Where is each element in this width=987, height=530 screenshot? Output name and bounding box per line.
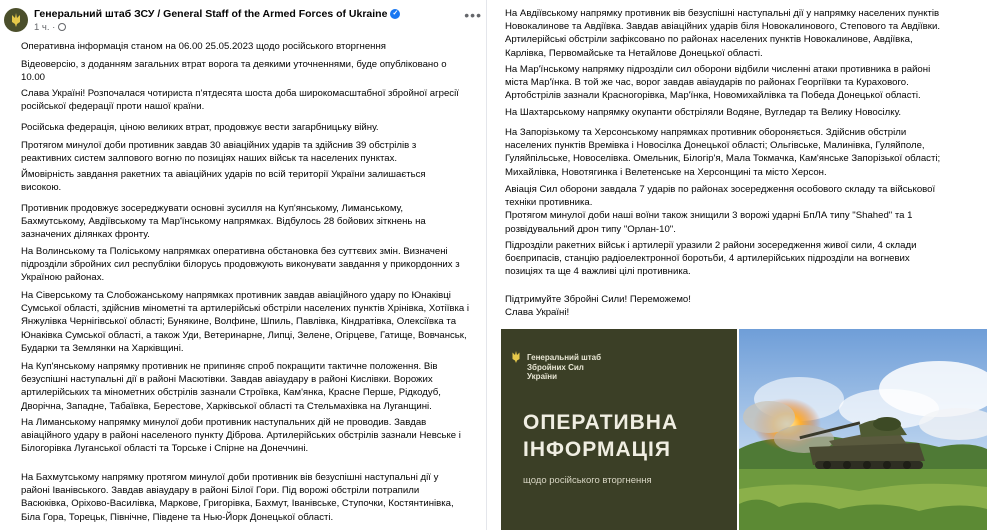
paragraph-line: Біла Гора, Торецьк, Північне, Південе та Нью-Йорк Донецької області.: [21, 511, 334, 523]
paragraph-line: Слава Україні!: [505, 307, 570, 319]
paragraph-line: 10.00: [21, 72, 46, 84]
post-paragraph: [505, 106, 901, 119]
paragraph-line: Противник продовжує зосереджувати основні зусилля на Куп'янському, Лиманському,: [21, 203, 404, 214]
artillery-photo-image[interactable]: [739, 329, 987, 530]
banner-title-line: ІНФОРМАЦІЯ: [523, 438, 671, 461]
post-paragraph: [21, 139, 416, 165]
paragraph-line: Авіація Сил оборони завдала 7 ударів по районах зосередження особового складу та військової: [505, 184, 936, 195]
paragraph-line: На Волинському та Поліському напрямках оперативна обстановка без суттєвих змін. Визначені: [21, 246, 448, 257]
paragraph-line: Дворічна, Западне, Табаївка, Берестове, Харківської області та Стельмахівка на Луганщині.: [21, 400, 432, 412]
paragraph-line: Підрозділи ракетних військ і артилерії уразили 2 райони зосередження живої сили, 4 склади: [505, 240, 917, 251]
more-options-icon[interactable]: •••: [464, 7, 482, 23]
paragraph-line: техніки противника.: [505, 197, 593, 209]
paragraph-line: На Авдіївському напрямку противник вів безуспішні наступальні дії у напрямку населених пунктів: [505, 8, 940, 19]
trident-logo-icon: [511, 351, 521, 363]
paragraph-line: Слава Україні! Розпочалася чотириста п'ятдесята шоста доба широкомасштабної збройної агресії: [21, 88, 459, 99]
paragraph-line: Карлівка, Первомайське та Нетайлове Донецької області.: [505, 47, 763, 59]
paragraph-line: Янжулівка Чернігівської області; Бунякине, Волфине, Шпиль, Павлівка, Кіндратівка, Олексіївка та: [21, 316, 457, 328]
paragraph-line: Протягом минулої доби наші воїни також знищили 3 ворожі ударні БпЛА типу "Shahed" та 1: [505, 210, 913, 222]
post-paragraph: [505, 126, 940, 179]
paragraph-line: Російська федерація, ціною великих втрат, продовжує вести загарбницьку війну.: [21, 122, 379, 133]
banner-subtitle: щодо російського вторгнення: [523, 475, 652, 486]
paragraph-line: російської федерації проти нашої країни.: [21, 101, 205, 113]
paragraph-line: боєприпасів, станцію радіоелектронної боротьби, 4 артилерійських підрозділи на вогневих: [505, 253, 910, 265]
post-text-column-left: [0, 0, 487, 530]
paragraph-line: Васюківка, Оріхово-Василівка, Маркове, Григорівка, Бахмут, Іванівське, Ступочки, Костянтинівка,: [21, 498, 454, 510]
paragraph-line: Підтримуйте Збройні Сили! Переможемо!: [505, 294, 691, 305]
paragraph-line: Оперативна інформація станом на 06.00 25.05.2023 щодо російського вторгнення: [21, 41, 386, 52]
paragraph-line: Білогорівка Луганської області та Торське і Спірне на Донеччині.: [21, 443, 309, 455]
post-paragraph: [505, 63, 930, 103]
paragraph-line: Відеоверсію, з доданням загальних втрат ворога та деякими уточненнями, буде опублiковано о: [21, 59, 447, 70]
paragraph-line: На Шахтарському напрямку окупанти обстріляли Водяне, Вугледар та Велику Новосілку.: [505, 107, 902, 118]
post-paragraph: [21, 416, 461, 456]
paragraph-line: позиціях та ще 4 важливі цілі противника.: [505, 266, 691, 278]
paragraph-line: На Лиманському напрямку минулої доби противник наступальних дій не проводив. Завдав: [21, 417, 427, 428]
post-paragraph: [21, 245, 460, 285]
post-paragraph: [505, 7, 940, 60]
author-name-link[interactable]: Генеральний штаб ЗСУ / General Staff of the Armed Forces of Ukraine: [34, 8, 388, 20]
paragraph-line: районі Іванівського. Завдав авіаудару в районі Білої Гори. Під ворожі обстріли потрапили: [21, 485, 420, 497]
paragraph-line: авіаційного удару в районі населеного пункту Діброва. Артилерійських обстрілів зазнали Невське і: [21, 430, 461, 442]
paragraph-line: Протягом минулої доби противник завдав 30 авіаційних ударів та здійснив 39 обстрілів з: [21, 140, 417, 151]
paragraph-line: Бударки та Землянки на Харківщині.: [21, 342, 184, 354]
globe-icon: [58, 23, 66, 31]
paragraph-line: Ймовірність завдання ракетних та авіаційних ударів по всій території України залишається: [21, 169, 426, 180]
paragraph-line: підрозділи збройних сил республіки білорусь продовжують виконувати завдання у прикордонних з: [21, 259, 460, 271]
paragraph-line: Новокалинове та Авдіївка. Завдав авіаційних ударів біля Новокалинового, Степового та Авдіївки.: [505, 21, 940, 33]
paragraph-line: На Куп'янському напрямку противник не припиняє спроб покращити тактичне положення. Вів: [21, 361, 438, 372]
paragraph-line: населених пунктів Времівка і Новосілка Донецької області; Ольгівське, Малинівка, Гуляйполе,: [505, 140, 925, 152]
post-paragraph: [505, 183, 935, 236]
paragraph-line: зазначених ділянках фронту.: [21, 229, 150, 241]
operational-info-banner-image[interactable]: [501, 329, 737, 530]
paragraph-line: Бахмутському, Авдіївському та Мар'їнському напрямках. Відбулось 28 бойових зіткнень на: [21, 216, 426, 228]
post-paragraph: [21, 121, 379, 134]
page-avatar[interactable]: [4, 8, 28, 32]
banner-org-line: Збройних Сил: [527, 362, 584, 372]
author-line: [34, 8, 400, 20]
post-paragraph: [21, 58, 447, 84]
paragraph-line: міста Мар'їнка. В той же час, ворог завдав авіаударів по районах Георгіївки та Курахового.: [505, 77, 909, 89]
paragraph-line: Україною районах.: [21, 272, 105, 284]
post-paragraph: [21, 360, 441, 413]
paragraph-line: безуспішні наступальні дії в районі Масютівки. Завдав авіаудару в районі Кислівки. Ворожих: [21, 374, 433, 386]
trident-avatar-icon: [10, 13, 22, 27]
post-meta: 1 ч. ·: [34, 22, 66, 33]
paragraph-line: На Сіверському та Слобожанському напрямках противник завдав авіаційного удару по Юнаківці: [21, 290, 451, 301]
post-paragraph: [505, 239, 916, 279]
paragraph-line: розвідувальний дрон типу "Орлан-10".: [505, 223, 676, 235]
banner-title: [523, 409, 678, 463]
post-timestamp-link[interactable]: 1 ч.: [34, 22, 50, 33]
post-paragraph: [21, 202, 426, 242]
paragraph-line: реактивних систем залпового вогню по позиціях наших військ та населених пунктах.: [21, 153, 398, 165]
paragraph-line: Артилерійські обстріли зафіксовано по районах населених пунктів Новокалинове, Авдіївка,: [505, 34, 913, 46]
paragraph-line: Сумської області, здійснив мінометні та артилерійські обстріли населених пунктів Хрінівка, Хотіївка і: [21, 303, 470, 315]
verified-badge-icon: ✓: [390, 9, 400, 19]
paragraph-line: Гуляйпільське, Новоселівка. Омельник, Білогір'я, Мала Токмачка, Кам'янське Запорізької області;: [505, 153, 941, 165]
banner-org-line: Генеральний штаб: [527, 353, 602, 362]
paragraph-line: Артобстрілів зазнали Красногорівка, Мар'їнка, Новомихайлівка та Победа Донецької області.: [505, 90, 921, 102]
post-header: [4, 6, 484, 34]
paragraph-line: На Мар'їнському напрямку підрозділи сил оборони відбили численні атаки противника в районі: [505, 64, 931, 75]
banner-org-line: України: [527, 372, 558, 381]
paragraph-line: артилерійських та мінометних обстрілів зазнали Строївка, Кам'янка, Красне Перше, Рідкодуб,: [21, 387, 441, 399]
paragraph-line: високою.: [21, 182, 62, 194]
paragraph-line: Михайлівка, Новотягинка і Велетенське на Херсонщині та місто Херсон.: [505, 166, 827, 178]
post-paragraph: [21, 40, 386, 53]
banner-title-line: ОПЕРАТИВНА: [523, 411, 679, 434]
post-paragraph: [21, 289, 469, 355]
post-paragraph: [21, 168, 426, 194]
post-paragraph: [21, 87, 459, 113]
banner-org-name: [527, 353, 601, 382]
paragraph-line: Юнаківка Сумської області, а також Уди, Ветеринарне, Липці, Зелене, Огірцеве, Гатище, Вовчанськ,: [21, 329, 467, 341]
paragraph-line: На Запорізькому та Херсонському напрямках противник обороняється. Здійснив обстріли: [505, 127, 907, 138]
post-media: [501, 329, 987, 530]
paragraph-line: На Бахмутському напрямку протягом минулої доби противник вів безуспішні наступальні дії у: [21, 472, 439, 483]
post-paragraph: [21, 471, 454, 524]
post-paragraph: [505, 293, 691, 319]
